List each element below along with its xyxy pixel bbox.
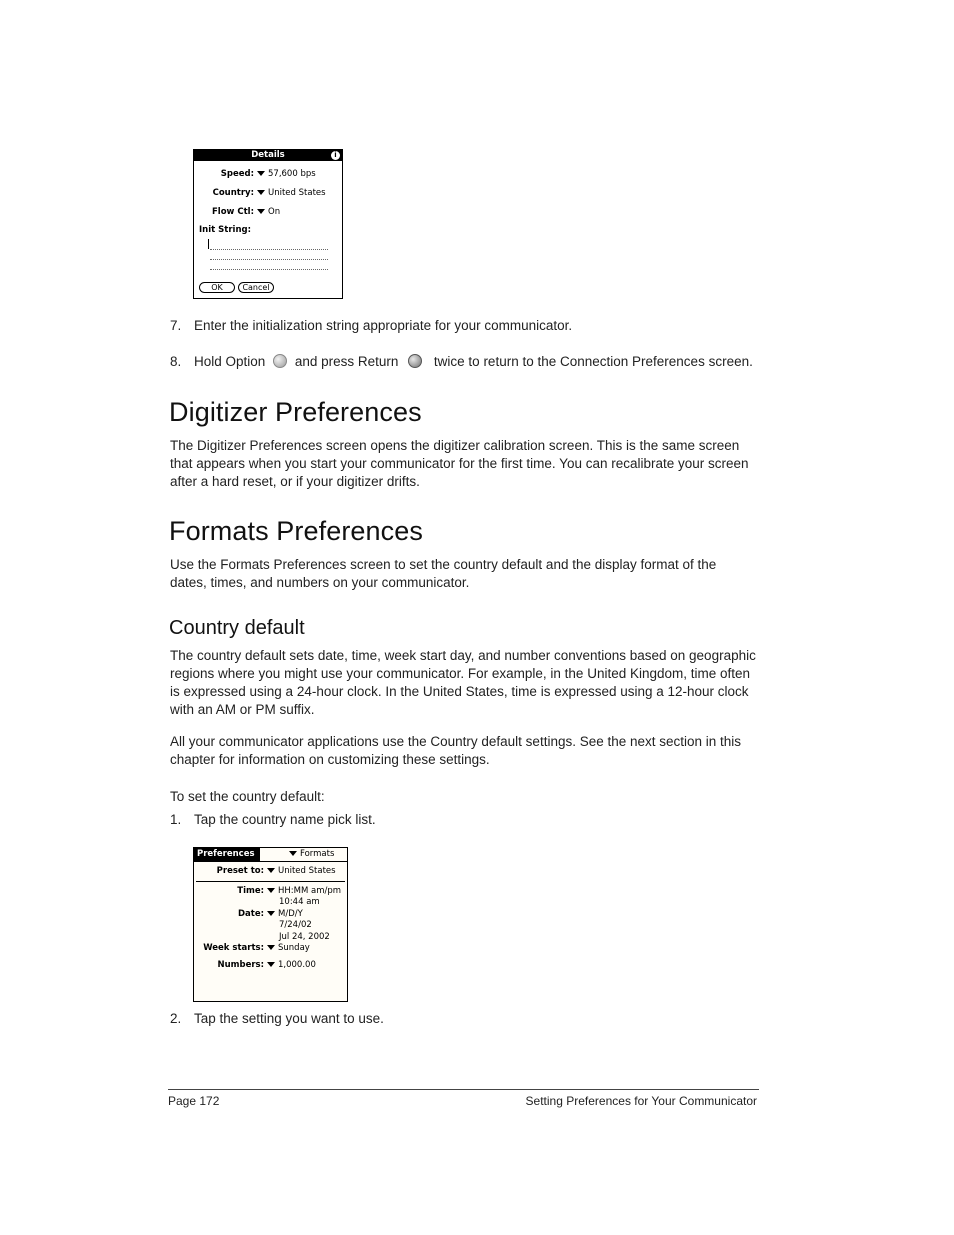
date-example-long: Jul 24, 2002 xyxy=(279,932,330,942)
procedure-title: To set the country default: xyxy=(170,789,325,804)
step-text: Enter the initialization string appropriate for your communicator. xyxy=(194,318,573,333)
title-bar xyxy=(194,848,347,862)
paragraph-line: dates, times, and numbers on your communicator. xyxy=(170,575,470,590)
divider xyxy=(196,881,345,882)
numbers-label: Numbers: xyxy=(217,960,264,970)
date-picker[interactable]: M/D/Y xyxy=(264,909,303,919)
formats-paragraph xyxy=(170,556,770,592)
ok-button[interactable]: OK xyxy=(199,282,235,293)
step-number: 1. xyxy=(170,812,182,827)
footer-rule xyxy=(168,1089,759,1090)
step-7 xyxy=(170,317,770,335)
step-text-part: Hold Option xyxy=(194,354,266,369)
paragraph-line: chapter for information on customizing these settings. xyxy=(170,752,490,767)
step-number: 2. xyxy=(170,1011,182,1026)
step-number: 8. xyxy=(170,354,182,369)
preset-label: Preset to: xyxy=(216,866,264,876)
paragraph-line: that appears when you start your communicator for the first time. You can recalibrate your screen xyxy=(170,456,749,471)
paragraph-line: is expressed using a 24-hour clock. In the United States, time is expressed using a 12-hour clock xyxy=(170,684,749,699)
panel-picker[interactable]: Formats xyxy=(286,849,334,859)
time-label: Time: xyxy=(237,886,264,896)
paragraph-line: regions where you might use your communicator. For example, in the United Kingdom, time often xyxy=(170,666,751,681)
chevron-down-icon xyxy=(257,209,265,214)
chevron-down-icon xyxy=(289,851,297,856)
prefs-title-tab: Preferences xyxy=(194,848,260,861)
week-starts-label: Week starts: xyxy=(203,943,264,953)
step-text: Tap the country name pick list. xyxy=(194,812,376,827)
country-picker[interactable]: United States xyxy=(254,188,326,198)
step-2 xyxy=(170,1010,770,1028)
page-number: Page 172 xyxy=(168,1094,220,1108)
paragraph-line: The Digitizer Preferences screen opens the digitizer calibration screen. This is the same screen xyxy=(170,438,740,453)
date-example-short: 7/24/02 xyxy=(279,920,312,930)
chevron-down-icon xyxy=(267,962,275,967)
return-key-icon xyxy=(408,354,422,368)
chevron-down-icon xyxy=(267,945,275,950)
paragraph-line: The country default sets date, time, week start day, and number conventions based on geographic xyxy=(170,648,756,663)
text-cursor xyxy=(208,239,209,249)
details-title: Details xyxy=(251,150,285,160)
paragraph-line: after a hard reset, or if your digitizer drifts. xyxy=(170,474,420,489)
info-icon[interactable]: i xyxy=(331,151,340,160)
flowctl-label: Flow Ctl: xyxy=(212,207,254,217)
country-default-paragraph-2 xyxy=(170,733,770,769)
formats-heading: Formats Preferences xyxy=(169,516,423,546)
paragraph-line: All your communicator applications use the Country default settings. See the next section in this xyxy=(170,734,742,749)
chapter-title: Setting Preferences for Your Communicator xyxy=(525,1094,757,1108)
date-label: Date: xyxy=(237,909,264,919)
init-string-label: Init String: xyxy=(199,225,251,235)
details-title-bar xyxy=(194,150,342,161)
country-default-paragraph-1 xyxy=(170,647,770,719)
country-default-heading: Country default xyxy=(169,617,305,639)
digitizer-heading: Digitizer Preferences xyxy=(169,397,422,427)
preset-picker[interactable]: United States xyxy=(264,866,336,876)
time-example: 10:44 am xyxy=(279,897,320,907)
cancel-button[interactable]: Cancel xyxy=(238,282,274,293)
week-starts-picker[interactable]: Sunday xyxy=(264,943,310,953)
step-text-part: twice to return to the Connection Preferences screen. xyxy=(433,354,753,369)
step-text: Tap the setting you want to use. xyxy=(194,1011,384,1026)
speed-label: Speed: xyxy=(220,169,254,179)
paragraph-line: Use the Formats Preferences screen to set the country default and the display format of the xyxy=(170,557,717,572)
step-text-part: and press Return xyxy=(294,354,399,369)
numbers-picker[interactable]: 1,000.00 xyxy=(264,960,316,970)
details-screen xyxy=(193,149,343,299)
step-number: 7. xyxy=(170,318,182,333)
step-1 xyxy=(170,811,770,829)
step-8 xyxy=(170,353,770,371)
chevron-down-icon xyxy=(267,868,275,873)
speed-picker[interactable]: 57,600 bps xyxy=(254,169,316,179)
digitizer-paragraph xyxy=(170,437,770,491)
init-string-field[interactable] xyxy=(208,239,328,271)
chevron-down-icon xyxy=(257,190,265,195)
chevron-down-icon xyxy=(267,911,275,916)
chevron-down-icon xyxy=(267,888,275,893)
paragraph-line: with an AM or PM suffix. xyxy=(170,702,315,717)
country-label: Country: xyxy=(212,188,254,198)
formats-prefs-screen xyxy=(193,847,348,1002)
option-key-icon xyxy=(273,354,287,368)
time-picker[interactable]: HH:MM am/pm xyxy=(264,886,341,896)
flowctl-picker[interactable]: On xyxy=(254,207,280,217)
chevron-down-icon xyxy=(257,171,265,176)
